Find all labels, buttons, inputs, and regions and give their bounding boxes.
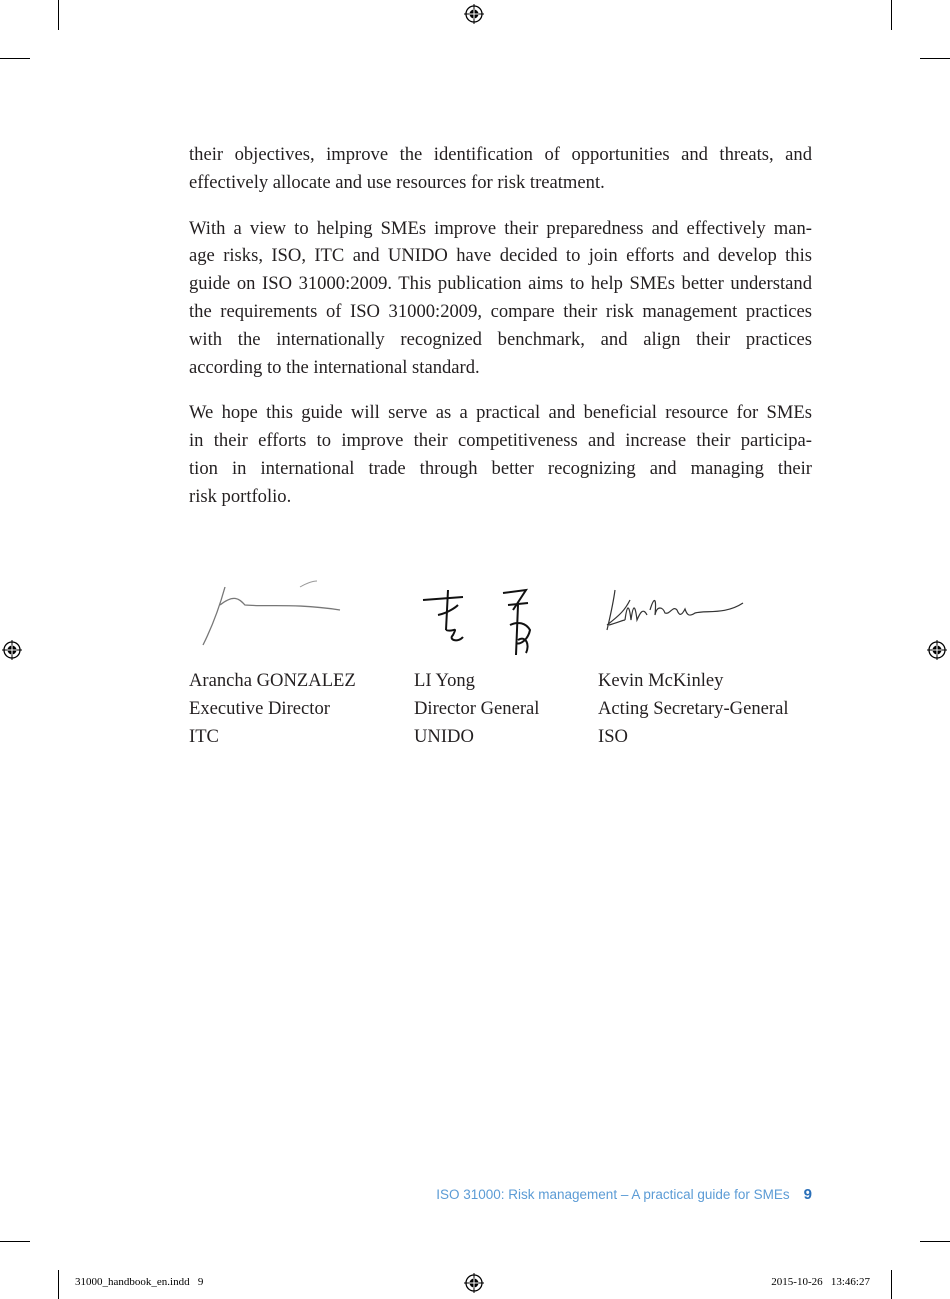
crop-mark — [58, 0, 59, 30]
signatory-title: Director General — [414, 698, 540, 719]
text-line: with the internationally recognized benchmark, and align their practices — [189, 328, 812, 350]
crop-mark — [891, 1270, 892, 1299]
text-line: effectively allocate and use resources for risk treatment. — [189, 171, 605, 193]
page-number: 9 — [803, 1186, 812, 1203]
signature-mckinley — [595, 585, 775, 640]
signatory-org: UNIDO — [414, 726, 474, 747]
signatory-block — [598, 667, 789, 751]
signatory-name: Kevin McKinley — [598, 670, 724, 691]
signatory-title: Executive Director — [189, 698, 330, 719]
slug-filename: 31000_handbook_en.indd 9 — [75, 1276, 204, 1288]
registration-mark-icon — [927, 640, 947, 660]
crop-mark — [891, 0, 892, 30]
signatory-block — [189, 667, 356, 751]
text-line: risk portfolio. — [189, 485, 292, 507]
text-line: tion in international trade through better recognizing and managing their — [189, 457, 812, 479]
crop-mark — [920, 58, 950, 59]
text-line: the requirements of ISO 31000:2009, compare their risk management practices — [189, 300, 812, 322]
paragraph — [189, 141, 812, 197]
registration-mark-icon — [464, 1273, 484, 1293]
registration-mark-icon — [2, 640, 22, 660]
signatory-org: ITC — [189, 726, 219, 747]
signatory-name: Arancha GONZALEZ — [189, 670, 356, 691]
signatory-name: LI Yong — [414, 670, 475, 691]
crop-mark — [0, 58, 30, 59]
signatory-block — [414, 667, 539, 751]
crop-mark — [0, 1241, 30, 1242]
signature-gonzalez — [195, 575, 355, 650]
paragraph — [189, 399, 812, 510]
text-line: We hope this guide will serve as a practical and beneficial resource for SMEs — [189, 402, 812, 424]
body-text — [189, 141, 812, 529]
crop-mark — [58, 1270, 59, 1299]
slug-timestamp: 2015-10-26 13:46:27 — [771, 1276, 870, 1288]
running-footer-title: ISO 31000: Risk management – A practical guide for SMEs — [436, 1187, 790, 1202]
signatory-org: ISO — [598, 726, 628, 747]
registration-mark-icon — [464, 4, 484, 24]
crop-mark — [920, 1241, 950, 1242]
text-line: age risks, ISO, ITC and UNIDO have decided to join efforts and develop this — [189, 245, 812, 267]
signature-li-yong — [418, 585, 568, 655]
paragraph — [189, 215, 812, 382]
signatory-title: Acting Secretary-General — [598, 698, 789, 719]
text-line: their objectives, improve the identification of opportunities and threats, and — [189, 144, 812, 165]
running-footer — [436, 1186, 812, 1203]
text-line: With a view to helping SMEs improve their preparedness and effectively man- — [189, 217, 812, 239]
text-line: according to the international standard. — [189, 356, 480, 378]
text-line: guide on ISO 31000:2009. This publication aims to help SMEs better understand — [189, 273, 812, 295]
text-line: in their efforts to improve their competitiveness and increase their participa- — [189, 430, 812, 452]
